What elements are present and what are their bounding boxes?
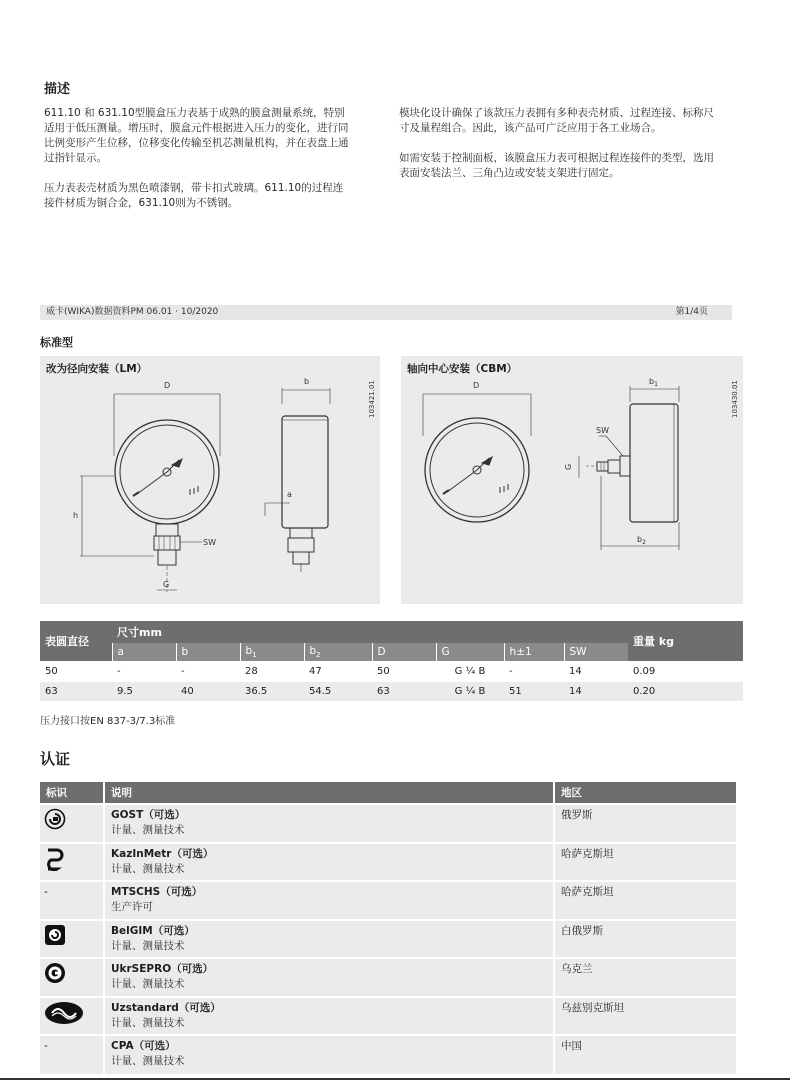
cert-logo-cell — [40, 958, 104, 997]
cell-dimension: G ¼ B — [436, 661, 504, 681]
table-row — [40, 804, 737, 843]
header-description: 说明 — [104, 782, 554, 804]
label-SW: SW — [203, 538, 216, 547]
label-h: h — [73, 511, 79, 520]
gauge-drawing-cbm — [401, 356, 743, 604]
cert-region: 哈萨克斯坦 — [554, 843, 737, 882]
table-row — [40, 881, 737, 920]
label-b2: $b_2$ — [637, 535, 646, 546]
cert-scope: 计量、测量技术 — [111, 824, 185, 836]
uzstandard-icon — [44, 1016, 84, 1028]
cert-name: UkrSEPRO（可选） — [111, 963, 214, 975]
label-D: D — [164, 381, 171, 390]
cert-scope: 计量、测量技术 — [111, 1016, 185, 1029]
label-a: a — [287, 490, 292, 499]
page-footer — [40, 305, 732, 320]
table-row — [40, 958, 737, 997]
description-paragraph: 611.10 和 631.10型膜盒压力表基于成熟的膜盒测量系统，特别适用于低压测量。增压时，膜盒元件根据进入压力的变化，进行同比例变形产生位移，位移变化传输至机芯测量机构，并在表盘上通过指针显示。 — [44, 107, 349, 164]
diagram-panel-lm — [40, 356, 380, 604]
cell-dimension: 50 — [372, 661, 436, 681]
label-b: b — [304, 377, 310, 386]
cell-dimension: - — [504, 661, 564, 681]
cert-region: 乌克兰 — [554, 958, 737, 997]
ukrsepro-icon — [44, 975, 66, 987]
cell-dimension: 63 — [372, 681, 436, 701]
cell-dimension: 40 — [176, 681, 240, 701]
label-D: D — [473, 381, 480, 390]
drawing-code: 103421.01 — [368, 380, 376, 418]
cert-description — [104, 843, 554, 882]
panel-title: 改为径向安装（LM） — [46, 363, 148, 375]
cell-nominal: 63 — [40, 681, 112, 701]
bottom-rule — [0, 1078, 790, 1080]
cell-dimension: 36.5 — [240, 681, 304, 701]
cert-logo-cell — [40, 920, 104, 959]
footer-doc-id: 威卡(WIKA)数据资料PM 06.01 · 10/2020 — [46, 307, 219, 317]
panel-title: 轴向中心安装（CBM） — [407, 363, 518, 375]
connection-note: 压力接口按EN 837-3/7.3标准 — [40, 716, 176, 727]
certification-title: 认证 — [40, 750, 71, 768]
cert-name: MTSCHS（可选） — [111, 886, 203, 898]
label-SW: SW — [596, 426, 609, 435]
drawing-code: 103430.01 — [731, 380, 739, 418]
table-row — [40, 997, 737, 1036]
dim-column-header: SW — [564, 643, 628, 661]
cert-region: 中国 — [554, 1035, 737, 1074]
dim-column-header: $b_2$ — [304, 643, 372, 661]
cert-scope: 计量、测量技术 — [111, 978, 185, 990]
cell-dimension: 9.5 — [112, 681, 176, 701]
gauge-drawing-lm — [40, 356, 380, 604]
dim-column-header: D — [372, 643, 436, 661]
description-left-column — [44, 106, 349, 211]
cell-dimension: G ¼ B — [436, 681, 504, 701]
cell-dimension: 14 — [564, 681, 628, 701]
belgim-icon — [44, 937, 66, 949]
header-region: 地区 — [554, 782, 737, 804]
cert-description — [104, 881, 554, 920]
cert-logo-placeholder: - — [40, 1035, 104, 1074]
cert-logo-cell — [40, 843, 104, 882]
cert-name: BelGIM（可选） — [111, 924, 195, 937]
table-row — [40, 681, 743, 701]
cert-scope: 计量、测量技术 — [111, 1055, 185, 1067]
cell-dimension: 14 — [564, 661, 628, 681]
header-dimensions: 尺寸mm — [112, 621, 628, 643]
cell-dimension: 54.5 — [304, 681, 372, 701]
cell-nominal: 50 — [40, 661, 112, 681]
label-G: G — [163, 580, 170, 589]
description-paragraph: 压力表表壳材质为黑色喷漆钢，带卡扣式玻璃。611.10的过程连接件材质为铜合金，631.10则为不锈钢。 — [44, 182, 344, 209]
gost-icon — [44, 821, 66, 833]
cert-name: Uzstandard（可选） — [111, 1001, 221, 1014]
cert-description — [104, 804, 554, 843]
cell-dimension: - — [176, 661, 240, 681]
cert-region: 乌兹别克斯坦 — [554, 997, 737, 1036]
table-row — [40, 1035, 737, 1074]
description-right-column — [399, 106, 724, 181]
dim-column-header: b — [176, 643, 240, 661]
footer-page-number: 第1/4页 — [675, 307, 708, 317]
cert-description — [104, 1035, 554, 1074]
cell-dimension: 28 — [240, 661, 304, 681]
cert-logo-cell — [40, 804, 104, 843]
table-row — [40, 920, 737, 959]
description-paragraph: 模块化设计确保了该款压力表拥有多种表壳材质、过程连接、标称尺寸及量程组合。因此，该产品可广泛应用于各工业场合。 — [399, 107, 714, 134]
dim-column-header: $b_1$ — [240, 643, 304, 661]
cert-name: GOST（可选） — [111, 809, 186, 821]
description-paragraph: 如需安装于控制面板，该膜盒压力表可根据过程连接件的类型，选用表面安装法兰、三角凸边或安装支架进行固定。 — [399, 152, 714, 179]
dim-column-header: h±1 — [504, 643, 564, 661]
table-row — [40, 843, 737, 882]
cert-region: 俄罗斯 — [554, 804, 737, 843]
header-logo: 标识 — [40, 782, 104, 804]
kazinmetr-icon — [44, 862, 64, 874]
cell-dimension: - — [112, 661, 176, 681]
cert-scope: 计量、测量技术 — [111, 939, 185, 952]
cell-weight: 0.09 — [628, 661, 743, 681]
cert-description — [104, 997, 554, 1036]
description-title: 描述 — [44, 82, 71, 97]
header-weight: 重量 kg — [628, 621, 743, 661]
cert-scope: 计量、测量技术 — [111, 862, 185, 875]
certification-table — [40, 782, 738, 1074]
cell-dimension: 47 — [304, 661, 372, 681]
cert-scope: 生产许可 — [111, 901, 153, 913]
dim-column-header: G — [436, 643, 504, 661]
cert-region: 白俄罗斯 — [554, 920, 737, 959]
cell-dimension: 51 — [504, 681, 564, 701]
cert-name: CPA（可选） — [111, 1040, 176, 1052]
cert-description — [104, 958, 554, 997]
cert-name: KazInMetr（可选） — [111, 847, 214, 860]
cell-weight: 0.20 — [628, 681, 743, 701]
cert-region: 哈萨克斯坦 — [554, 881, 737, 920]
dimensions-table — [40, 621, 743, 701]
cert-description — [104, 920, 554, 959]
diagram-panel-cbm — [401, 356, 743, 604]
cert-logo-placeholder: - — [40, 881, 104, 920]
header-nominal-size: 表圆直径 — [40, 621, 112, 661]
label-b1: $b_1$ — [649, 377, 658, 388]
cert-logo-cell — [40, 997, 104, 1036]
table-row — [40, 661, 743, 681]
label-G: G — [564, 463, 573, 470]
standard-title: 标准型 — [40, 336, 73, 349]
dim-column-header: a — [112, 643, 176, 661]
